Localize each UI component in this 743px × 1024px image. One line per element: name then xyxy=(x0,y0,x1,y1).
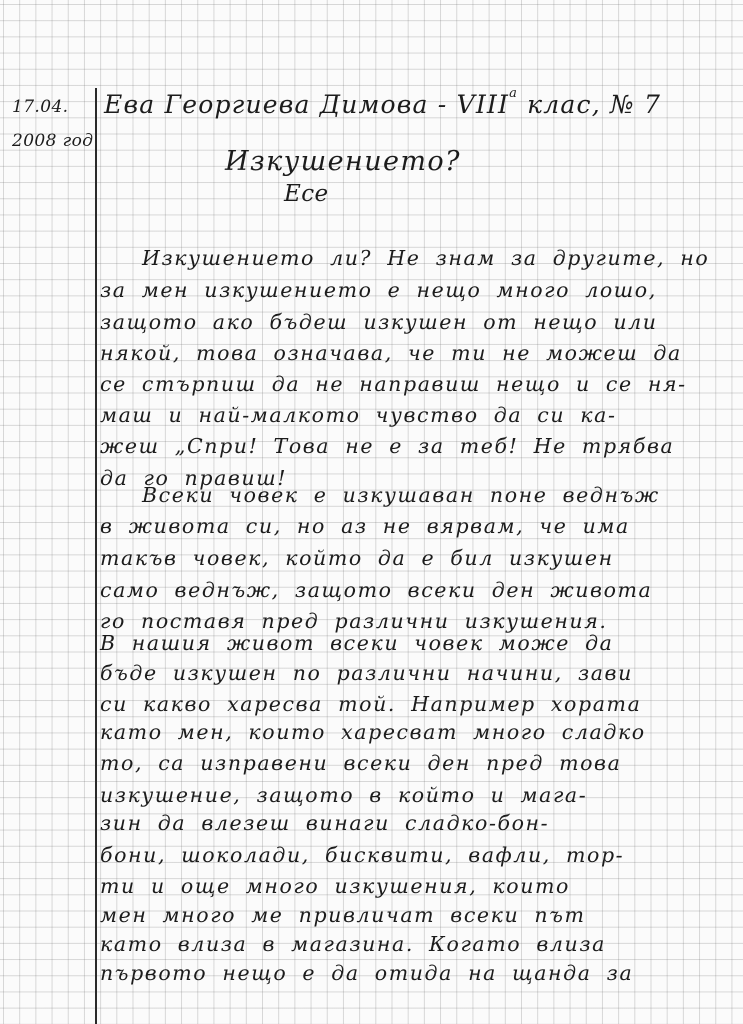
text-line: си какво харесва той. Например хората xyxy=(100,692,642,716)
text-line: зин да влезеш винаги сладко-бон- xyxy=(100,811,550,835)
text-line: за мен изкушението е нещо много лошо, xyxy=(100,278,657,302)
text-line: някой, това означава, че ти не можеш да xyxy=(100,341,682,365)
text-line: като мен, които харесват много сладко xyxy=(100,720,646,744)
text-line: първото нещо е да отида на щанда за xyxy=(100,961,634,985)
date-day: 17.04. xyxy=(12,97,69,117)
essay-genre: Есе xyxy=(284,181,329,207)
text-line: ти и още много изкушения, които xyxy=(100,874,570,898)
text-line: изкушение, защото в който и мага- xyxy=(100,783,588,807)
author-name-grade: Ева Георгиева Димова - VIII xyxy=(104,90,510,119)
text-line: маш и най-малкото чувство да си ка- xyxy=(100,403,617,427)
text-line: като влиза в магазина. Когато влиза xyxy=(100,932,606,956)
text-line: се стърпиш да не направиш нещо и се ня- xyxy=(100,372,687,396)
text-line: то, са изправени всеки ден пред това xyxy=(100,751,622,775)
text-line: в живота си, но аз не вярвам, че има xyxy=(100,514,630,538)
text-line: бъде изкушен по различни начини, зави xyxy=(100,661,633,685)
text-line: Всеки човек е изкушаван поне веднъж xyxy=(142,483,660,507)
margin-line xyxy=(95,88,97,1024)
text-line: жеш „Спри! Това не е за теб! Не трябва xyxy=(100,434,675,458)
text-line: да го правиш! xyxy=(100,466,288,490)
text-line: само веднъж, защото всеки ден живота xyxy=(100,578,653,602)
class-number: клас, № 7 xyxy=(518,90,662,119)
text-line: защото ако бъдеш изкушен от нещо или xyxy=(100,310,658,334)
text-line: Изкушението ли? Не знам за другите, но xyxy=(142,246,710,270)
text-line: мен много ме привличат всеки път xyxy=(100,903,586,927)
text-line: В нашия живот всеки човек може да xyxy=(100,631,614,655)
essay-title: Изкушението? xyxy=(225,146,461,177)
text-line: бони, шоколади, бисквити, вафли, тор- xyxy=(100,843,625,867)
grade-letter: а xyxy=(509,86,519,101)
date-year: 2008 год xyxy=(12,131,94,151)
author-line xyxy=(104,86,662,119)
text-line: го поставя пред различни изкушения. xyxy=(100,609,608,633)
text-line: такъв човек, който да е бил изкушен xyxy=(100,546,614,570)
